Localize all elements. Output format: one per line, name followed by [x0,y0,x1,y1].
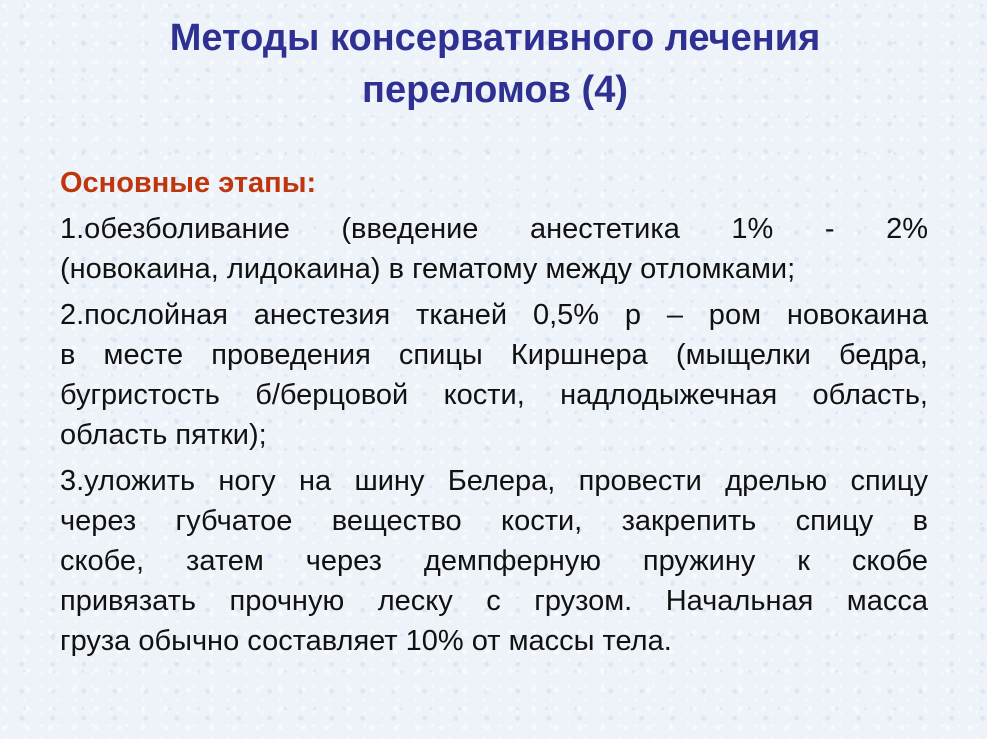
step-2 [60,295,928,455]
slide-title-line-1: Методы консервативного лечения [169,17,821,59]
step-2-line-4: область пятки); [60,419,267,451]
step-3-line-1: 3.уложить ногу на шину Белера, провести дрелью спицу [60,465,928,497]
step-2-line-3: бугристость б/берцовой кости, надлодыжечная область, [60,379,928,411]
step-3-line-5: груза обычно составляет 10% от массы тела. [60,625,672,657]
slide-title-line-2: переломов (4) [362,69,628,111]
step-2-line-1: 2.послойная анестезия тканей 0,5% р – ром новокаина [60,299,928,331]
step-1 [60,209,928,289]
slide-content [60,163,928,667]
section-subtitle: Основные этапы: [60,167,317,199]
step-1-line-1: 1.обезболивание (введение анестетика 1% - 2% [60,213,928,245]
step-3-line-4: привязать прочную леску с грузом. Начальная масса [60,585,928,617]
step-2-line-2: в месте проведения спицы Киршнера (мыщелки бедра, [60,339,928,371]
step-3-line-2: через губчатое вещество кости, закрепить спицу в [60,505,928,537]
slide-title [60,12,930,116]
step-1-line-2: (новокаина, лидокаина) в гематому между отломками; [60,253,796,285]
step-3 [60,461,928,661]
step-3-line-3: скобе, затем через демпферную пружину к скобе [60,545,928,577]
